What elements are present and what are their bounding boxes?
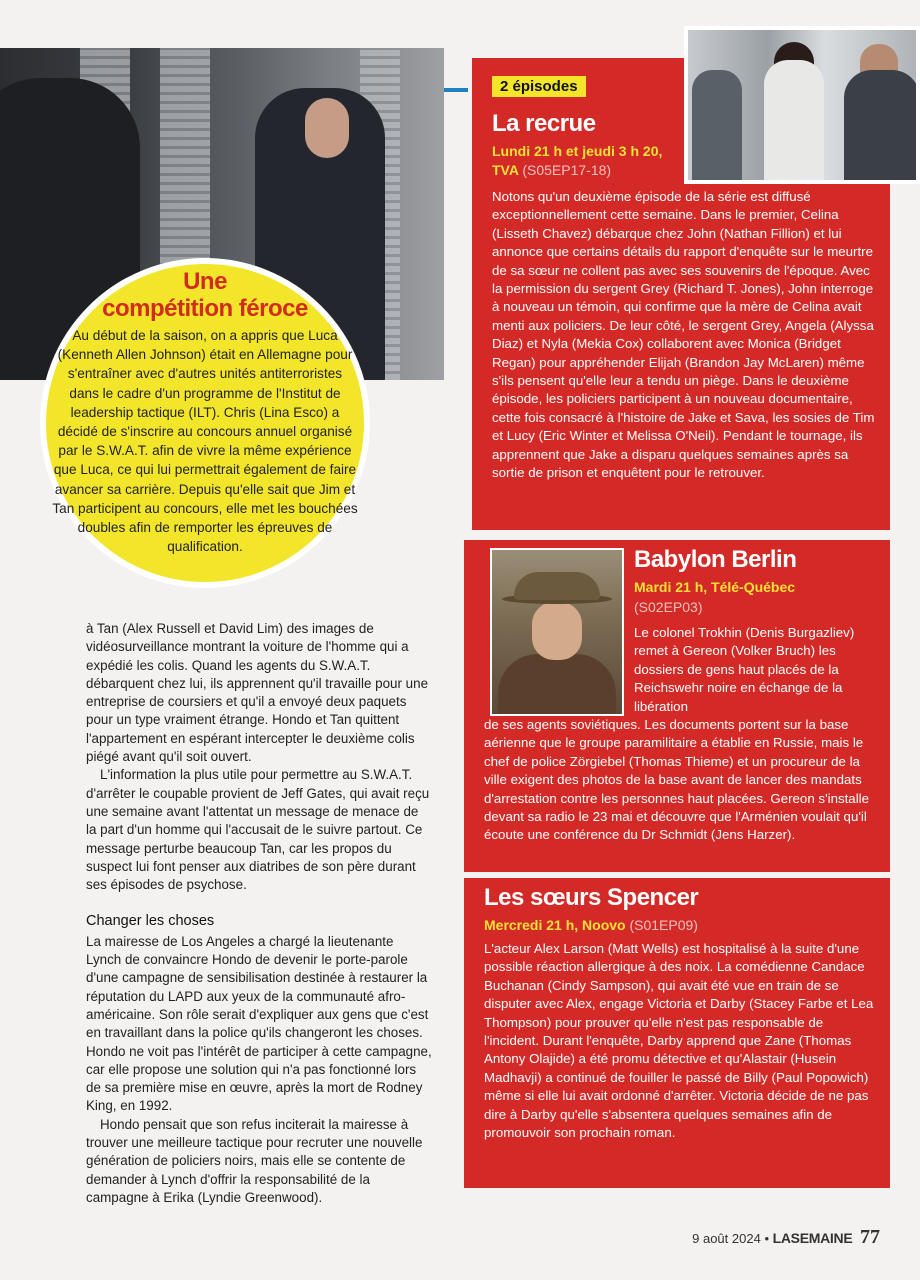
- magazine-brand: LASEMAINE: [772, 1230, 853, 1246]
- show-title: La recrue: [492, 110, 596, 137]
- schedule: Mardi 21 h, Télé-Québec: [634, 579, 796, 595]
- feature-title: [70, 268, 340, 322]
- episode-code: (S01EP09): [629, 917, 698, 933]
- listing-soeurs-spencer: [464, 878, 890, 1188]
- issue-date: 9 août 2024: [692, 1231, 761, 1246]
- section-heading: Changer les choses: [86, 913, 215, 930]
- synopsis: de ses agents soviétiques. Les documents portent sur la base aérienne que le groupe paramilitaire a établie en Russie, mais le chef de police Zörgiebel (Thomas Thieme) et un procureur de la ville exigent des photos de la base avant de lancer des mandats d'arrestation contre les personnes haut placées. Gereon s'installe devant sa radio le 23 mai et découvre que l'Arménien voulait qu'il écoute une conférence du Dr Schmidt (Jens Harzer).: [484, 717, 869, 843]
- actor-face: [532, 602, 582, 660]
- article-paragraph: La mairesse de Los Angeles a chargé la lieutenante Lynch de convaincre Hondo de devenir le porte-parole d'une campagne de sensibilisation destinée à restaurer la réputation du LAPD aux yeux de la communauté afro-américaine. Son rôle serait d'expliquer aux gens que c'est en travaillant dans la police qu'ils changeront les choses. Hondo ne voit pas l'intérêt de participer à cette campagne, car elle propose une solution qui n'a pas fonctionné lors de sa première mise en œuvre, après la mort de Rodney King, en 1992.: [86, 933, 432, 1114]
- episode-code: (S05EP17-18): [522, 162, 612, 178]
- feature-text: Au début de la saison, on a appris que Luca (Kenneth Allen Johnson) était en Allemagne pour s'entraîner avec d'autres unités antiterroristes dans le cadre d'un programme de l'Institut de leadership tactique (ILT). Chris (Lina Esco) a décidé de s'inscrire au concours annuel organisé par le S.W.A.T. afin de vivre la même expérience que Luca, ce qui lui permettrait également de faire avancer sa carrière. Depuis qu'elle sait que Jim et Tan participent au concours, elle met les bouchées doubles afin de remporter les épreuves de qualification.: [52, 328, 358, 555]
- feature-title-line2: compétition féroce: [102, 295, 308, 322]
- la-recrue-photo: [684, 26, 920, 184]
- page-footer: [692, 1226, 880, 1249]
- feature-title-line1: Une: [183, 268, 227, 295]
- officer-face: [305, 98, 349, 158]
- schedule-text: Mercredi 21 h, Noovo: [484, 917, 626, 933]
- synopsis: L'acteur Alex Larson (Matt Wells) est hospitalisé à la suite d'une possible réaction allergique à des noix. La comédienne Candace Buchanan (Cindy Sampson), qui avait été vue en train de se disputer avec Alex, engage Victoria et Darby (Stacey Farbe et Lea Thompson) pour prouver qu'elle n'est pas responsable de l'incident. Durant l'enquête, Darby apprend que Zane (Thomas Antony Olajide) a été promu détective et qu'Alastair (Husein Madhavji) a continué de fouiller le passé de Billy (Paul Popowich) même si elle lui avait ordonné d'arrêter. Victoria décide de ne pas dire à Darby qu'elle s'absentera quelques semaines afin de promouvoir son prochain roman.: [484, 941, 874, 1141]
- article-paragraph: Hondo pensait que son refus inciterait la mairesse à trouver une meilleure tactique pour recruter une nouvelle génération de policiers noirs, mais elle se contente de demander à Lynch d'offrir la responsabilité de la campagne à Erika (Lyndie Greenwood).: [86, 1116, 423, 1205]
- channel: TVA: [492, 162, 519, 178]
- schedule: [492, 142, 662, 180]
- accent-line: [444, 88, 468, 92]
- show-title: Babylon Berlin: [634, 546, 797, 573]
- synopsis-side: Le colonel Trokhin (Denis Burgazliev) remet à Gereon (Volker Bruch) les dossiers de gens haut placés de la Reichswehr noire en échange de la libération: [634, 625, 855, 714]
- page-number: 77: [860, 1226, 880, 1248]
- episode-code: (S02EP03): [634, 599, 703, 615]
- show-title: Les sœurs Spencer: [484, 884, 699, 911]
- actor-silhouette: [764, 60, 824, 184]
- schedule: [484, 916, 698, 935]
- coat: [498, 654, 616, 716]
- synopsis: Notons qu'un deuxième épisode de la série est diffusé exceptionnellement cette semaine. Dans le premier, Celina (Lisseth Chavez) débarque chez John (Nathan Fillion) et lui annonce que certains détails du rapport d'enquête sur le meurtre de sa sœur ne collent pas avec ses souvenirs de l'époque. Avec la permission du sergent Grey (Richard T. Jones), John interroge à nouveau un témoin, qui confirme que la mère de Celina avait menti aux policiers. De leur côté, le sergent Grey, Angela (Alyssa Diaz) et Nyla (Mekia Cox) collaborent avec Monica (Bridget Regan) pour appréhender Elijah (Brandon Jay McLaren) même s'ils pensent qu'elle leur a tendu un piège. Dans le deuxième épisode, les policiers participent à un nouveau documentaire, cette fois consacré à l'histoire de Jake et Sava, les sosies de Tim et Lucy (Eric Winter et Melissa O'Neil). Pendant le tournage, ils apprennent que Jake a disparu quelques semaines après sa sortie de prison et enquêtent pour le retrouver.: [492, 189, 875, 481]
- separator: •: [764, 1231, 769, 1246]
- fedora-hat: [514, 572, 600, 600]
- article-paragraph: L'information la plus utile pour permettre au S.W.A.T. d'arrêter le coupable provient de Jeff Gates, qui avait reçu une semaine avant l'attentat un message de menace de la part d'un homme qui l'accusait de le suivre partout. Ce message perturbe beaucoup Tan, car les propos du suspect lui font penser aux diatribes de son père durant ses épisodes de psychose.: [86, 767, 430, 893]
- babylon-berlin-portrait: [490, 548, 624, 716]
- schedule-line: Lundi 21 h et jeudi 3 h 20,: [492, 143, 663, 159]
- episode-badge: 2 épisodes: [492, 76, 586, 97]
- actor-silhouette: [844, 70, 920, 184]
- article-paragraph: à Tan (Alex Russell et David Lim) des images de vidéosurveillance montrant la voiture de l'homme qui a expédié les colis. Quand les agents du S.W.A.T. débarquent chez lui, ils apprennent qu'il travaille pour une entreprise de coursiers et qu'il a envoyé deux paquets pour un type vraiment étrange. Hondo et Tan quittent l'appartement en espérant intercepter le deuxième colis piégé avant qu'il soit ouvert.: [86, 621, 429, 765]
- actor-silhouette: [692, 70, 742, 184]
- article-column: [86, 620, 432, 1207]
